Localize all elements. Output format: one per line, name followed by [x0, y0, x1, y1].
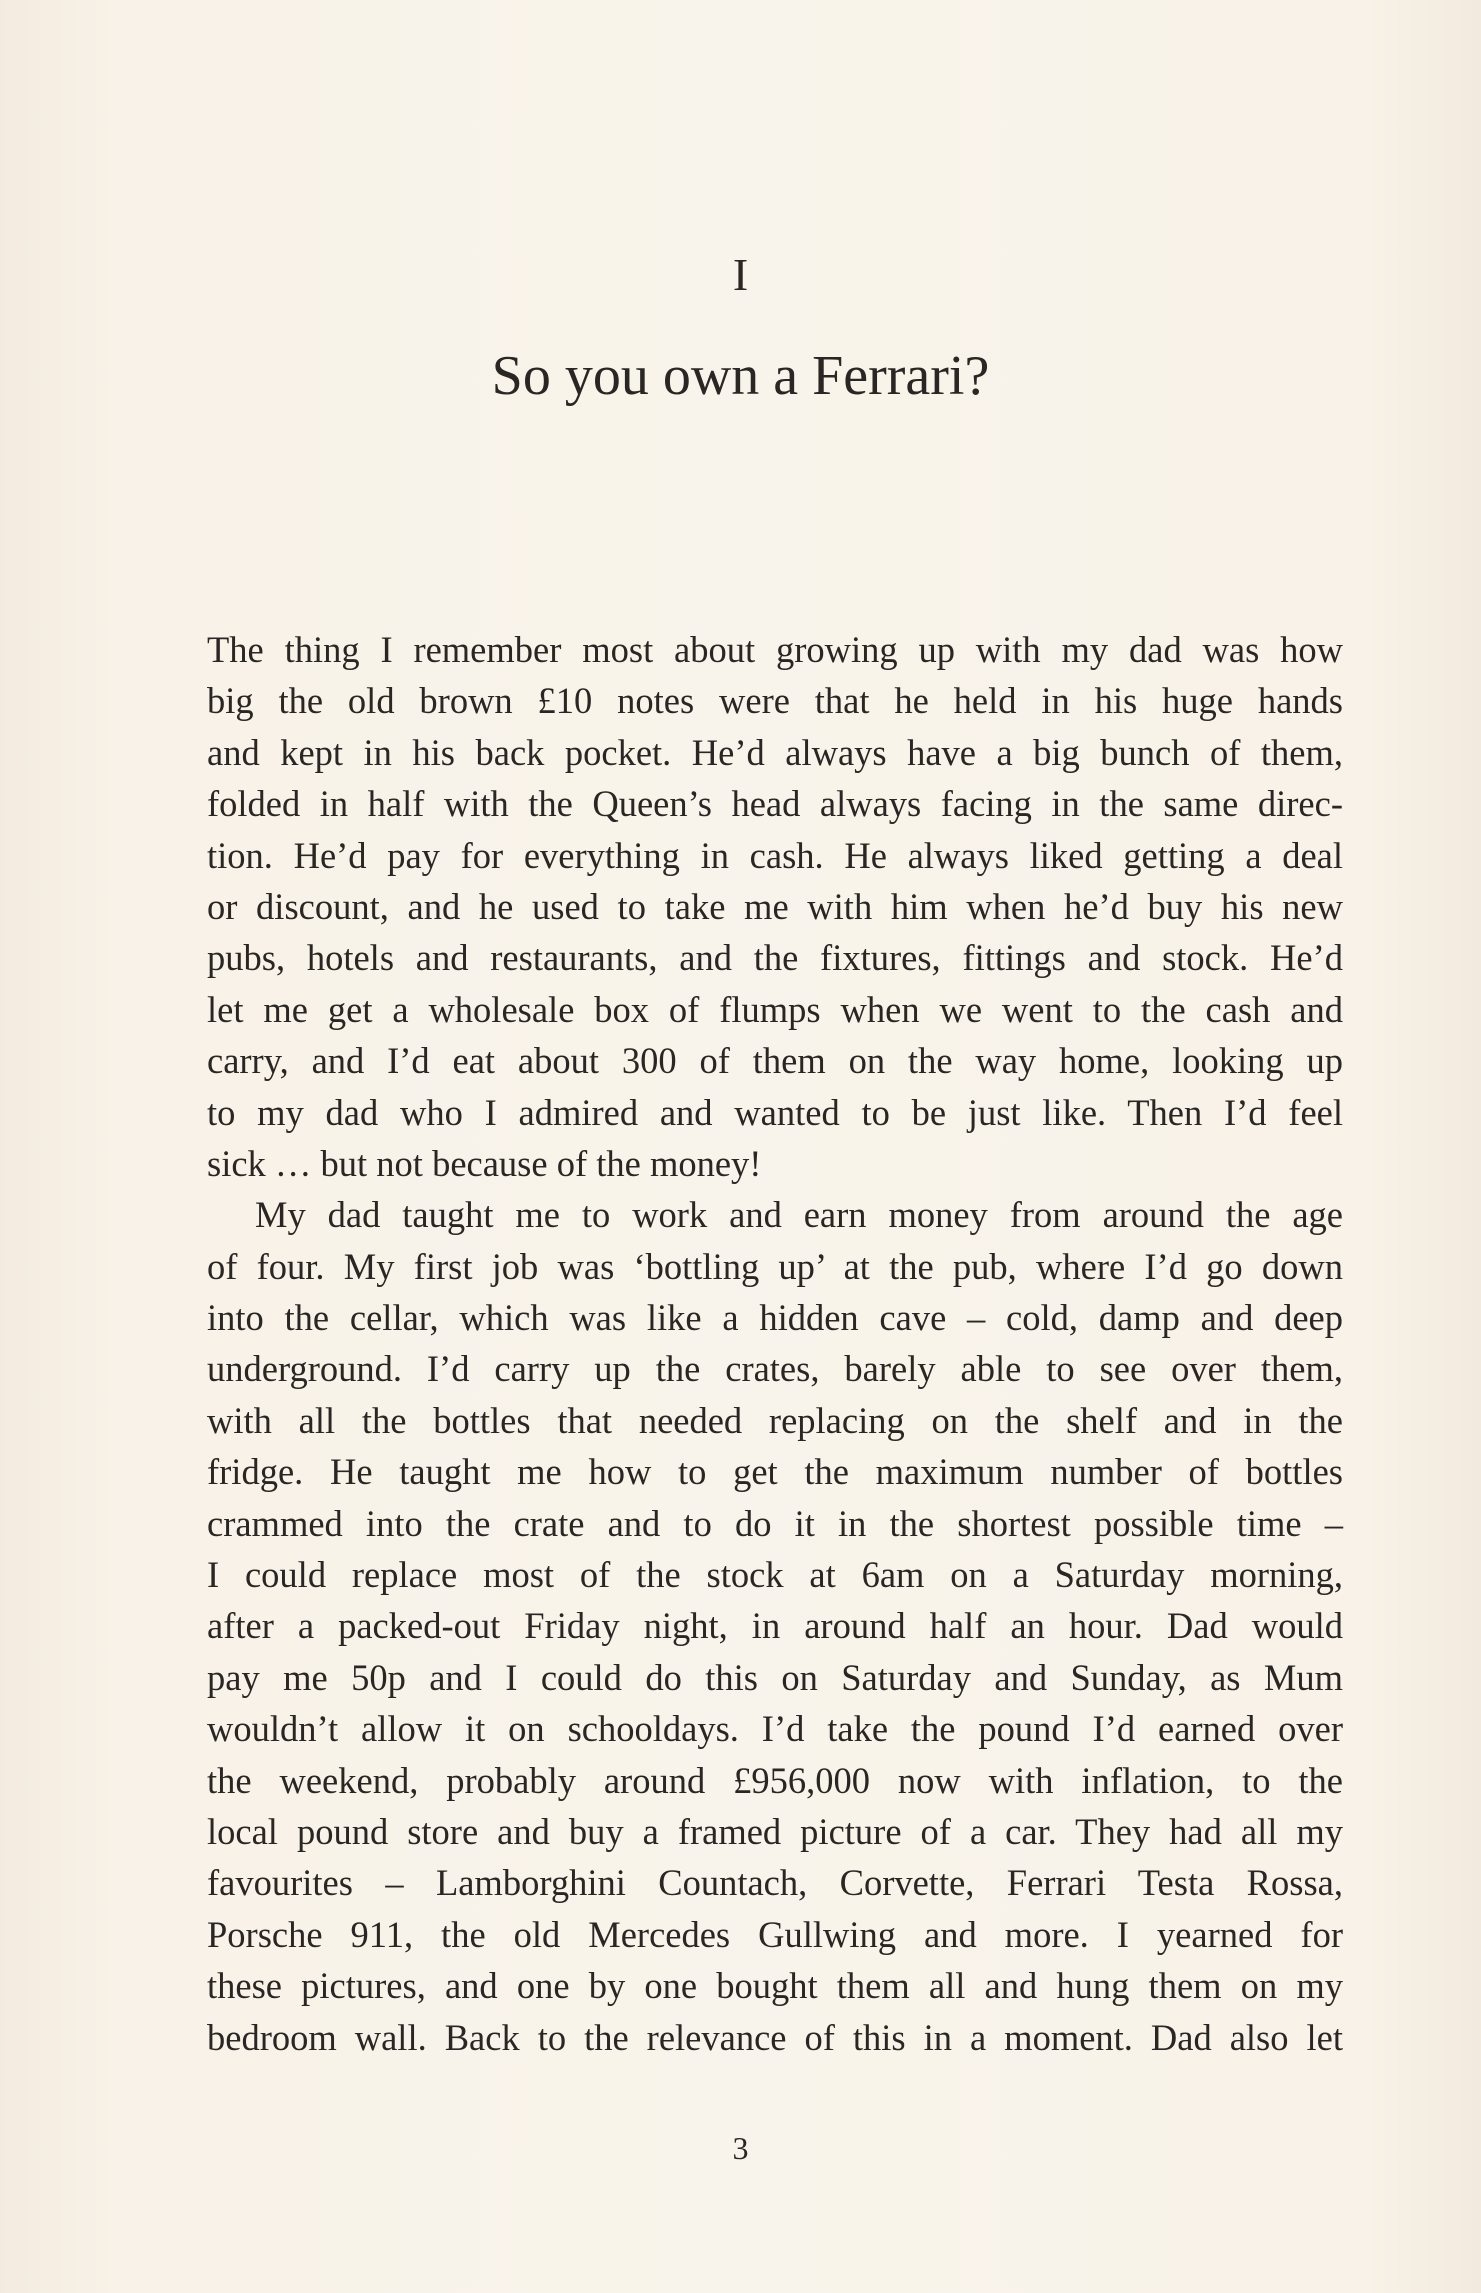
chapter-number: I [732, 249, 749, 300]
text-line: pay me 50p and I could do this on Saturday and Sunday, as Mum [207, 1656, 1343, 1698]
text-line: with all the bottles that needed replacing on the shelf and in the [207, 1399, 1343, 1441]
text-line: underground. I’d carry up the crates, barely able to see over them, [207, 1348, 1343, 1390]
page-number: 3 [732, 2130, 749, 2166]
text-line: the weekend, probably around £956,000 now with inflation, to the [207, 1759, 1343, 1801]
text-line: folded in half with the Queen’s head always facing in the same direc- [207, 783, 1343, 825]
text-line: after a packed-out Friday night, in around half an hour. Dad would [207, 1605, 1343, 1647]
text-line: Porsche 911, the old Mercedes Gullwing and more. I yearned for [207, 1913, 1343, 1955]
chapter-title: So you own a Ferrari? [491, 345, 990, 407]
paragraph-1 [207, 624, 1343, 1189]
text-line: favourites – Lamborghini Countach, Corvette, Ferrari Testa Rossa, [207, 1862, 1343, 1904]
text-line: of four. My first job was ‘bottling up’ at the pub, where I’d go down [207, 1245, 1343, 1287]
text-line: crammed into the crate and to do it in the shortest possible time – [207, 1502, 1343, 1544]
text-line: carry, and I’d eat about 300 of them on the way home, looking up [207, 1040, 1343, 1082]
text-line: let me get a wholesale box of flumps when we went to the cash and [207, 988, 1343, 1030]
text-line: to my dad who I admired and wanted to be just like. Then I’d feel [207, 1091, 1343, 1133]
text-line: or discount, and he used to take me with him when he’d buy his new [207, 885, 1343, 927]
text-line: bedroom wall. Back to the relevance of this in a moment. Dad also let [207, 2016, 1343, 2058]
text-line: fridge. He taught me how to get the maximum number of bottles [207, 1451, 1343, 1493]
paragraph-2 [207, 1189, 1343, 2063]
text-line: sick … but not because of the money! [207, 1142, 762, 1184]
text-line: My dad taught me to work and earn money from around the age [255, 1194, 1343, 1236]
body-text [207, 624, 1343, 2063]
text-line: pubs, hotels and restaurants, and the fixtures, fittings and stock. He’d [207, 937, 1343, 979]
text-line: these pictures, and one by one bought them all and hung them on my [207, 1965, 1343, 2007]
text-line: into the cellar, which was like a hidden cave – cold, damp and deep [207, 1297, 1343, 1339]
text-line: big the old brown £10 notes were that he held in his huge hands [207, 680, 1343, 722]
text-line: I could replace most of the stock at 6am on a Saturday morning, [207, 1554, 1343, 1596]
text-line: local pound store and buy a framed picture of a car. They had all my [207, 1810, 1343, 1852]
text-line: and kept in his back pocket. He’d always have a big bunch of them, [207, 731, 1343, 773]
text-line: wouldn’t allow it on schooldays. I’d take the pound I’d earned over [207, 1708, 1343, 1750]
text-line: tion. He’d pay for everything in cash. He always liked getting a deal [207, 834, 1343, 876]
text-line: The thing I remember most about growing up with my dad was how [207, 629, 1343, 670]
